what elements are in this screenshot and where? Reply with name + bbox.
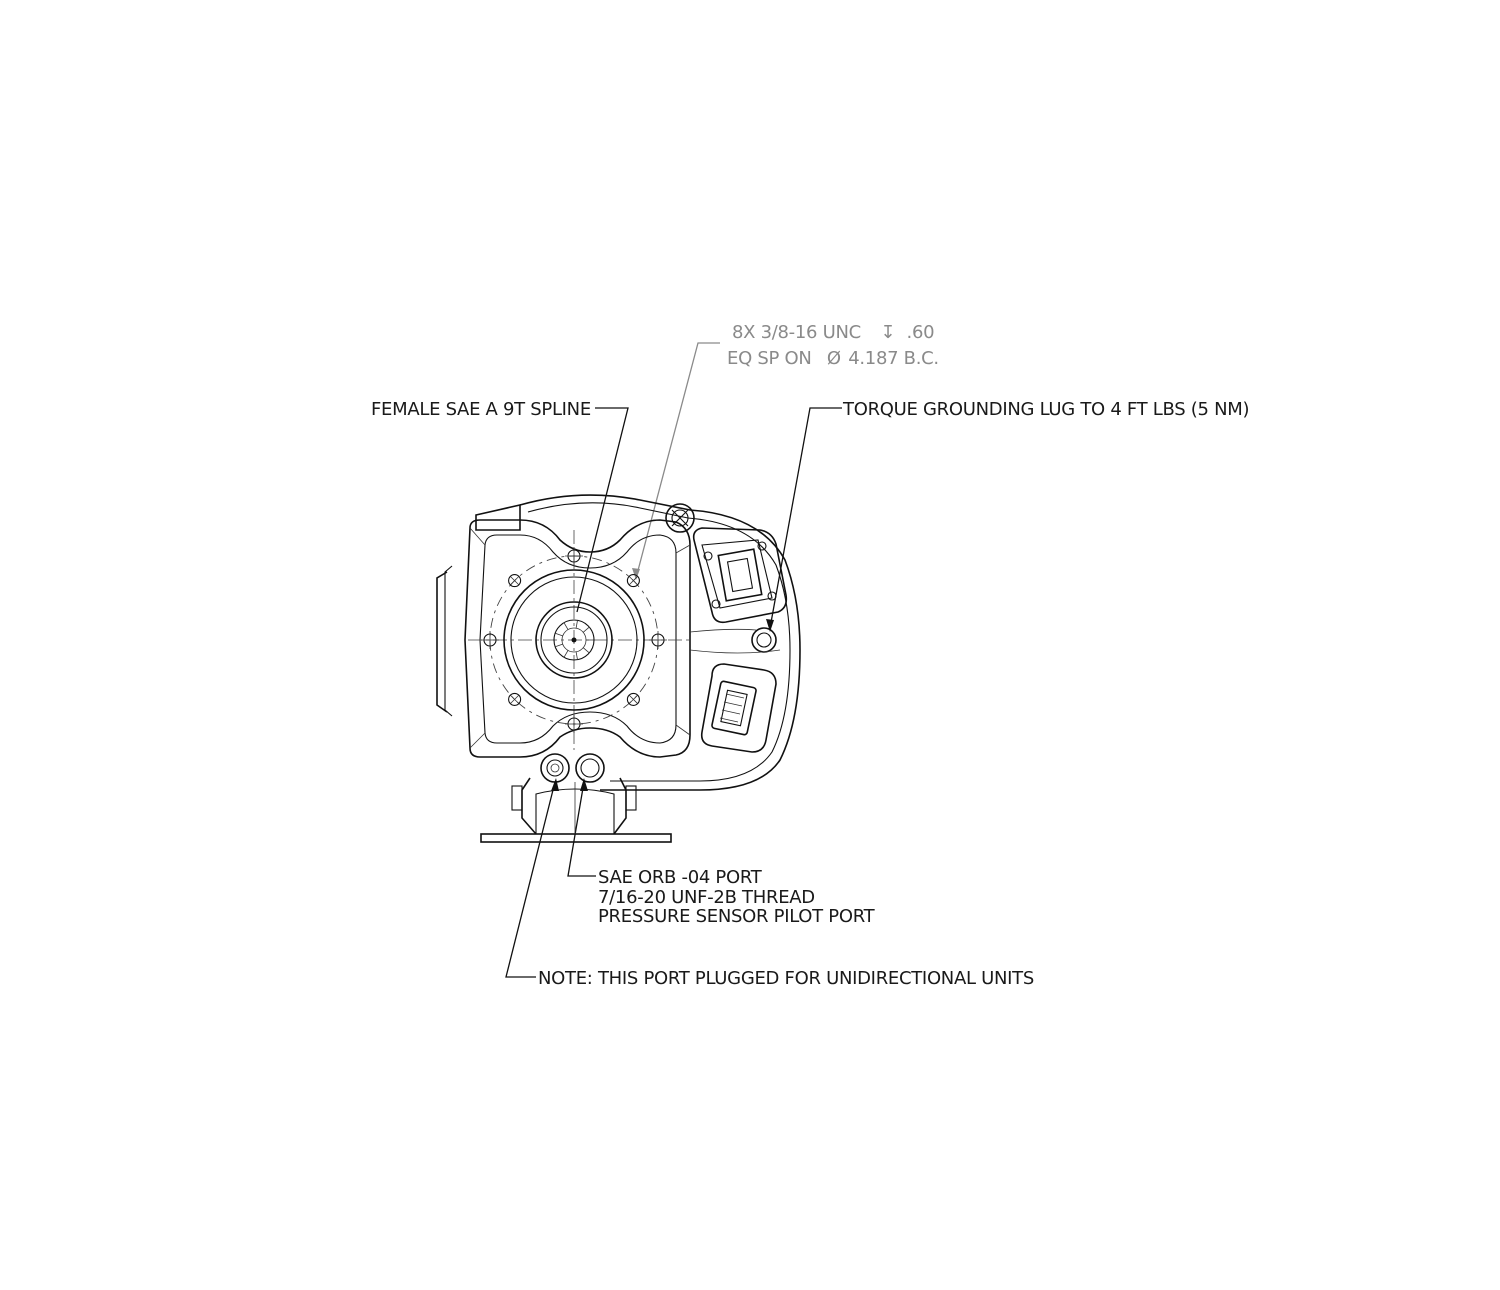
bolt-hole — [481, 631, 499, 649]
spline-callout: FEMALE SAE A 9T SPLINE — [371, 399, 591, 420]
port-callout-line3: PRESSURE SENSOR PILOT PORT — [598, 906, 875, 927]
note-arrow — [551, 778, 559, 791]
grounding-lug-callout: TORQUE GROUNDING LUG TO 4 FT LBS (5 NM) — [843, 399, 1250, 420]
grounding-lug — [752, 628, 776, 652]
port-callout-line1: SAE ORB -04 PORT — [598, 867, 762, 888]
port-callout-line2: 7/16-20 UNF-2B THREAD — [598, 887, 815, 908]
note-leader — [506, 782, 555, 977]
bolt-hole — [649, 631, 667, 649]
pilot-port-left — [541, 754, 569, 782]
lower-connector — [702, 664, 776, 752]
bolt-hole — [627, 693, 639, 705]
bolt-pattern-callout-line1: 8X 3/8-16 UNC ↧ .60 — [732, 322, 935, 343]
bolt-hole — [509, 693, 521, 705]
bolt-hole — [565, 715, 583, 733]
motor-housing — [437, 495, 800, 790]
bolt-pattern-callout-line2: EQ SP ON Ø 4.187 B.C. — [727, 348, 939, 369]
bolt-hole — [509, 575, 521, 587]
note-callout: NOTE: THIS PORT PLUGGED FOR UNIDIRECTIONAL UNITS — [538, 968, 1035, 989]
port-leader — [568, 782, 596, 876]
spline-leader — [577, 408, 628, 612]
bolt-pattern-leader — [636, 343, 720, 578]
bolt-hole — [627, 575, 639, 587]
pilot-port-right — [576, 754, 604, 782]
bolt-hole — [565, 547, 583, 565]
grounding-lug-leader — [770, 408, 842, 628]
